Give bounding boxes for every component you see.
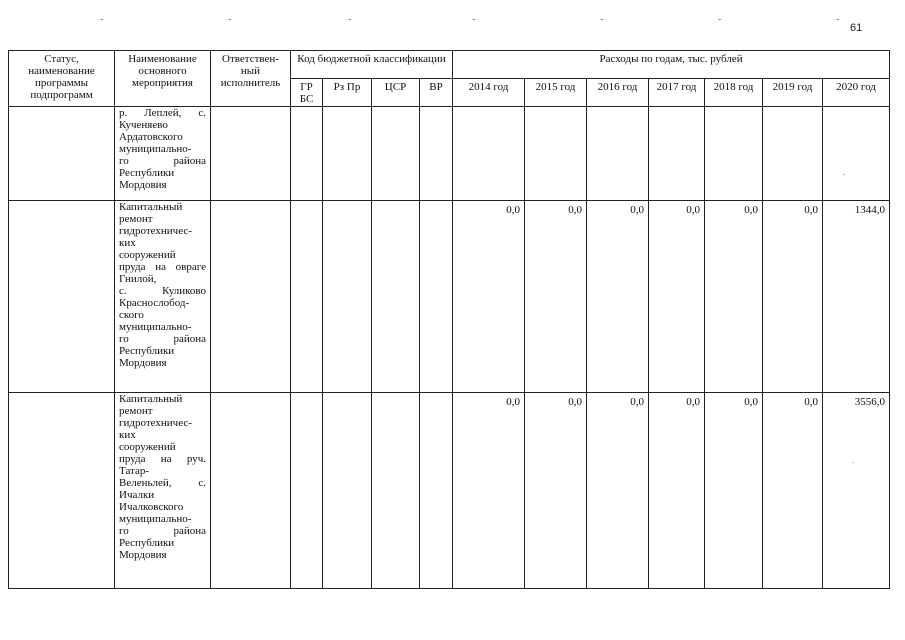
event-name-line: р. Леплей, с. [119, 107, 206, 119]
year-value-cell: 0,0 [705, 393, 763, 589]
event-name-line: муниципально- [119, 143, 192, 155]
year-value-cell [763, 107, 823, 201]
rzpr-cell [323, 393, 372, 589]
year-value-cell [525, 107, 587, 201]
header-vr: ВР [420, 79, 453, 107]
event-name-cell [115, 393, 211, 589]
header-expenses: Расходы по годам, тыс. рублей [453, 51, 890, 79]
event-name-line: Веленьлей, с. [119, 477, 206, 489]
year-value-cell [453, 107, 525, 201]
year-value-cell: 0,0 [763, 393, 823, 589]
table-row [9, 201, 890, 393]
event-name-line: Республики [119, 345, 175, 357]
vr-cell [420, 393, 453, 589]
responsible-cell [211, 393, 291, 589]
event-name-line: ского [119, 309, 144, 321]
event-name-line: Гнилой, [119, 273, 157, 285]
event-name-line: Республики [119, 537, 175, 549]
responsible-cell [211, 201, 291, 393]
year-value-cell: 0,0 [705, 201, 763, 393]
vr-cell [420, 107, 453, 201]
event-name-line: пруда на овраге [119, 261, 206, 273]
csr-cell [372, 393, 420, 589]
year-value-cell: 0,0 [587, 201, 649, 393]
event-name-line: муниципально- [119, 513, 192, 525]
event-name-line: Капитальный [119, 393, 183, 405]
scan-artifacts: - - - - - - - [100, 14, 840, 25]
event-name-cell [115, 107, 211, 201]
event-name-line: го района [119, 525, 206, 537]
header-year: 2015 год [525, 79, 587, 107]
year-value-cell: 0,0 [453, 201, 525, 393]
scan-speck: . [843, 167, 846, 177]
header-year: 2017 год [649, 79, 705, 107]
header-responsible: Ответствен-ный исполнитель [211, 51, 291, 107]
event-name-line: Ичалковского [119, 501, 184, 513]
status-cell [9, 393, 115, 589]
event-name-line: Ичалки [119, 489, 155, 501]
year-value-cell: 0,0 [587, 393, 649, 589]
header-status: Статус, наименование программы подпрограмм [9, 51, 115, 107]
event-name-line: Кученяево [119, 119, 168, 131]
grbs-cell [291, 201, 323, 393]
year-value-cell [587, 107, 649, 201]
year-value-cell: 1344,0 [823, 201, 890, 393]
event-name-line: ремонт [119, 213, 153, 225]
budget-table [8, 50, 890, 589]
event-name-line: пруда на руч. [119, 453, 206, 465]
status-cell [9, 201, 115, 393]
rzpr-cell [323, 107, 372, 201]
vr-cell [420, 201, 453, 393]
year-value-cell: 0,0 [453, 393, 525, 589]
year-value-cell [649, 107, 705, 201]
event-name-line: го района [119, 155, 206, 167]
year-value-cell [705, 107, 763, 201]
event-name-line: сооружений [119, 441, 176, 453]
header-year: 2014 год [453, 79, 525, 107]
header-year: 2018 год [705, 79, 763, 107]
rzpr-cell [323, 201, 372, 393]
year-value-cell: 3556,0 [823, 393, 890, 589]
event-name-line: Капитальный [119, 201, 183, 213]
event-name-line: Мордовия [119, 357, 167, 369]
event-name-line: Татар- [119, 465, 150, 477]
event-name-line: Республики [119, 167, 175, 179]
page-number: 61 [850, 22, 863, 34]
header-csr: ЦСР [372, 79, 420, 107]
csr-cell [372, 107, 420, 201]
event-name-line: Мордовия [119, 549, 167, 561]
year-value-cell: 0,0 [649, 393, 705, 589]
grbs-cell [291, 107, 323, 201]
year-value-cell: 0,0 [649, 201, 705, 393]
year-value-cell [823, 107, 890, 201]
event-name-cell [115, 201, 211, 393]
csr-cell [372, 201, 420, 393]
table-row [9, 393, 890, 589]
event-name-line: гидротехничес- [119, 225, 192, 237]
header-name: Наименование основного мероприятия [115, 51, 211, 107]
year-value-cell: 0,0 [763, 201, 823, 393]
event-name-line: ких [119, 237, 136, 249]
event-name-line: Мордовия [119, 179, 167, 191]
scan-speck: . [852, 455, 855, 465]
header-grbs: ГР БС [291, 79, 323, 107]
event-name-line: сооружений [119, 249, 176, 261]
responsible-cell [211, 107, 291, 201]
table-row [9, 107, 890, 201]
header-rzpr: Рз Пр [323, 79, 372, 107]
status-cell [9, 107, 115, 201]
header-year: 2019 год [763, 79, 823, 107]
year-value-cell: 0,0 [525, 201, 587, 393]
header-year: 2016 год [587, 79, 649, 107]
event-name-line: Ардатовского [119, 131, 183, 143]
event-name-line: муниципально- [119, 321, 192, 333]
header-budget-code: Код бюджетной классификации [291, 51, 453, 79]
grbs-cell [291, 393, 323, 589]
event-name-line: Краснослобод- [119, 297, 190, 309]
event-name-line: ких [119, 429, 136, 441]
header-year: 2020 год [823, 79, 890, 107]
event-name-line: гидротехничес- [119, 417, 192, 429]
year-value-cell: 0,0 [525, 393, 587, 589]
event-name-line: го района [119, 333, 206, 345]
event-name-line: ремонт [119, 405, 153, 417]
event-name-line: с. Куликово [119, 285, 206, 297]
